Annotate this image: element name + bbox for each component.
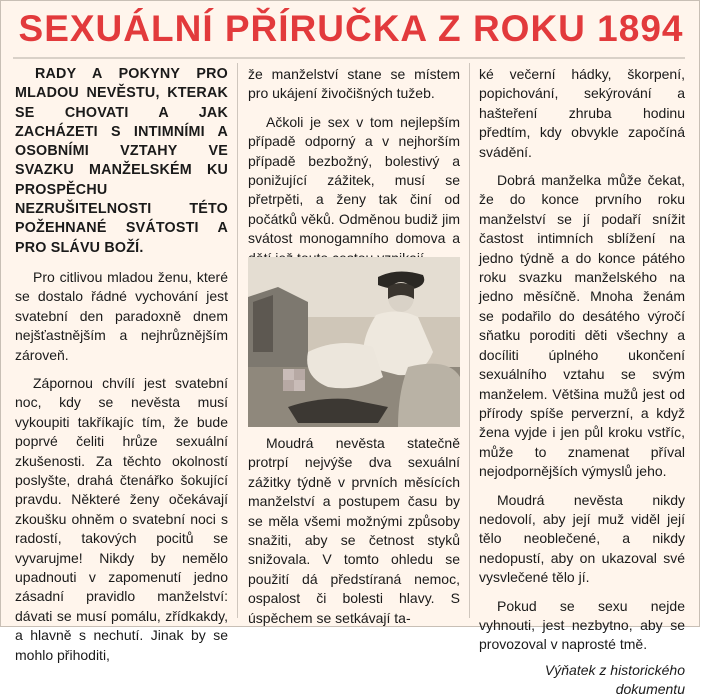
title-divider — [13, 57, 685, 59]
paragraph: ké večerní hádky, škorpení, popichování, sekýrování a hašteření zhruba hodinu předtím, kdy obvykle započíná svádění. — [479, 66, 685, 160]
paragraph: Pro citlivou mladou ženu, které se dostalo řádné vychování jest svatební den paradoxně dnem nejšťastnějším a nejhrůznějším zároveň. — [15, 268, 228, 363]
column-2 — [248, 65, 460, 268]
paragraph: Ačkoli je sex v tom nejlepším případě odporný a v nejhorším případě bezbožný, bolestivý a ponižující zážitek, musí se přetrpěti, a ženy tak činí od počátků věků. Odměnou budiž jim svátost monogamního domova a — [248, 113, 460, 247]
article-title: SEXUÁLNÍ PŘÍRUČKA Z ROKU 1894 — [18, 8, 684, 49]
column-divider-2 — [469, 63, 470, 618]
paragraph: Zápornou chvílí jest svatební noc, kdy se nevěsta musí vykoupiti takříkajíc tím, že bude poprvé čeliti hrůze sexuální zkušenosti. Za těchto okolností poslyšte, drahá čtenářko šokující pravdu. Některé ženy očekávají zkoušku ohněm o svatební noci s radostí, takových pocitů se vyvarujme! Nikdy by nemělo upadnouti v zapomenutí jedno zásadní pravidlo manželství: dávati se musí pomálu, zřídkakdy, a hlavně s nechutí. Jinak by se mohlo přihoditi, — [15, 375, 228, 663]
article-lead: RADY A POKYNY PRO MLADOU NEVĚSTU, KTERAK SE CHOVATI A JAK ZACHÁZETI S INTIMNÍMI A OSOBNÍMI VZTAHY VE SVAZKU MANŽELSKÉM KU PROSPĚCHU NEZRUŠITELNOSTI TÉTO POŽEHNANÉ SVÁTOSTI A PRO SLÁVU BOŽÍ. — [15, 66, 228, 256]
column-3 — [479, 65, 685, 700]
column-2-continued — [248, 434, 460, 628]
vintage-photo — [248, 257, 460, 427]
source-note: Výňatek z historického dokumentu — [544, 661, 685, 698]
paragraph: Dobrá manželka může čekat, že do konce prvního roku manželství se jí podaří snížit častost intimních sblížení na jedno týdně a do konce pátého roku svazku manželského na jedno měsíčně. Mnoha ženám se podařilo do desátého výročí sňatku poroditi děti všechny a docíliti úplného ukončení sexuálního vztahu se svým manželem. Většina mužů jest od přírody spíše perverzní, a když žena vyjde i jen půl kroku vstříc, může to znamenat příval nejodpornějších výmyslů jeho. — [479, 172, 685, 480]
vintage-photo-illustration — [248, 257, 460, 427]
column-divider-1 — [237, 63, 238, 618]
paragraph: Moudrá nevěsta statečně protrpí nejvýše dva sexuální zážitky týdně v prvních měsících manželství a postupem času by se měla všemi možnými způsoby snažiti, aby se četnost styků snižovala. V tomto ohledu se použití dá předstíraná nemoc, ospalost či bolesti hlavy. S úspěchem se setkávají ta- — [248, 435, 460, 626]
paragraph: Pokud se sexu nejde vyhnouti, jest nezbytno, aby se provozoval v naprosté tmě. — [479, 597, 685, 653]
paragraph: že manželství stane se místem pro ukájení živočišných tužeb. — [248, 66, 460, 102]
column-1 — [15, 65, 228, 665]
paragraph: Moudrá nevěsta nikdy nedovolí, aby její muž viděl její tělo neoblečené, a nikdy nedopustí, aby on ukazoval své vysvlečené tělo jí. — [479, 491, 685, 586]
